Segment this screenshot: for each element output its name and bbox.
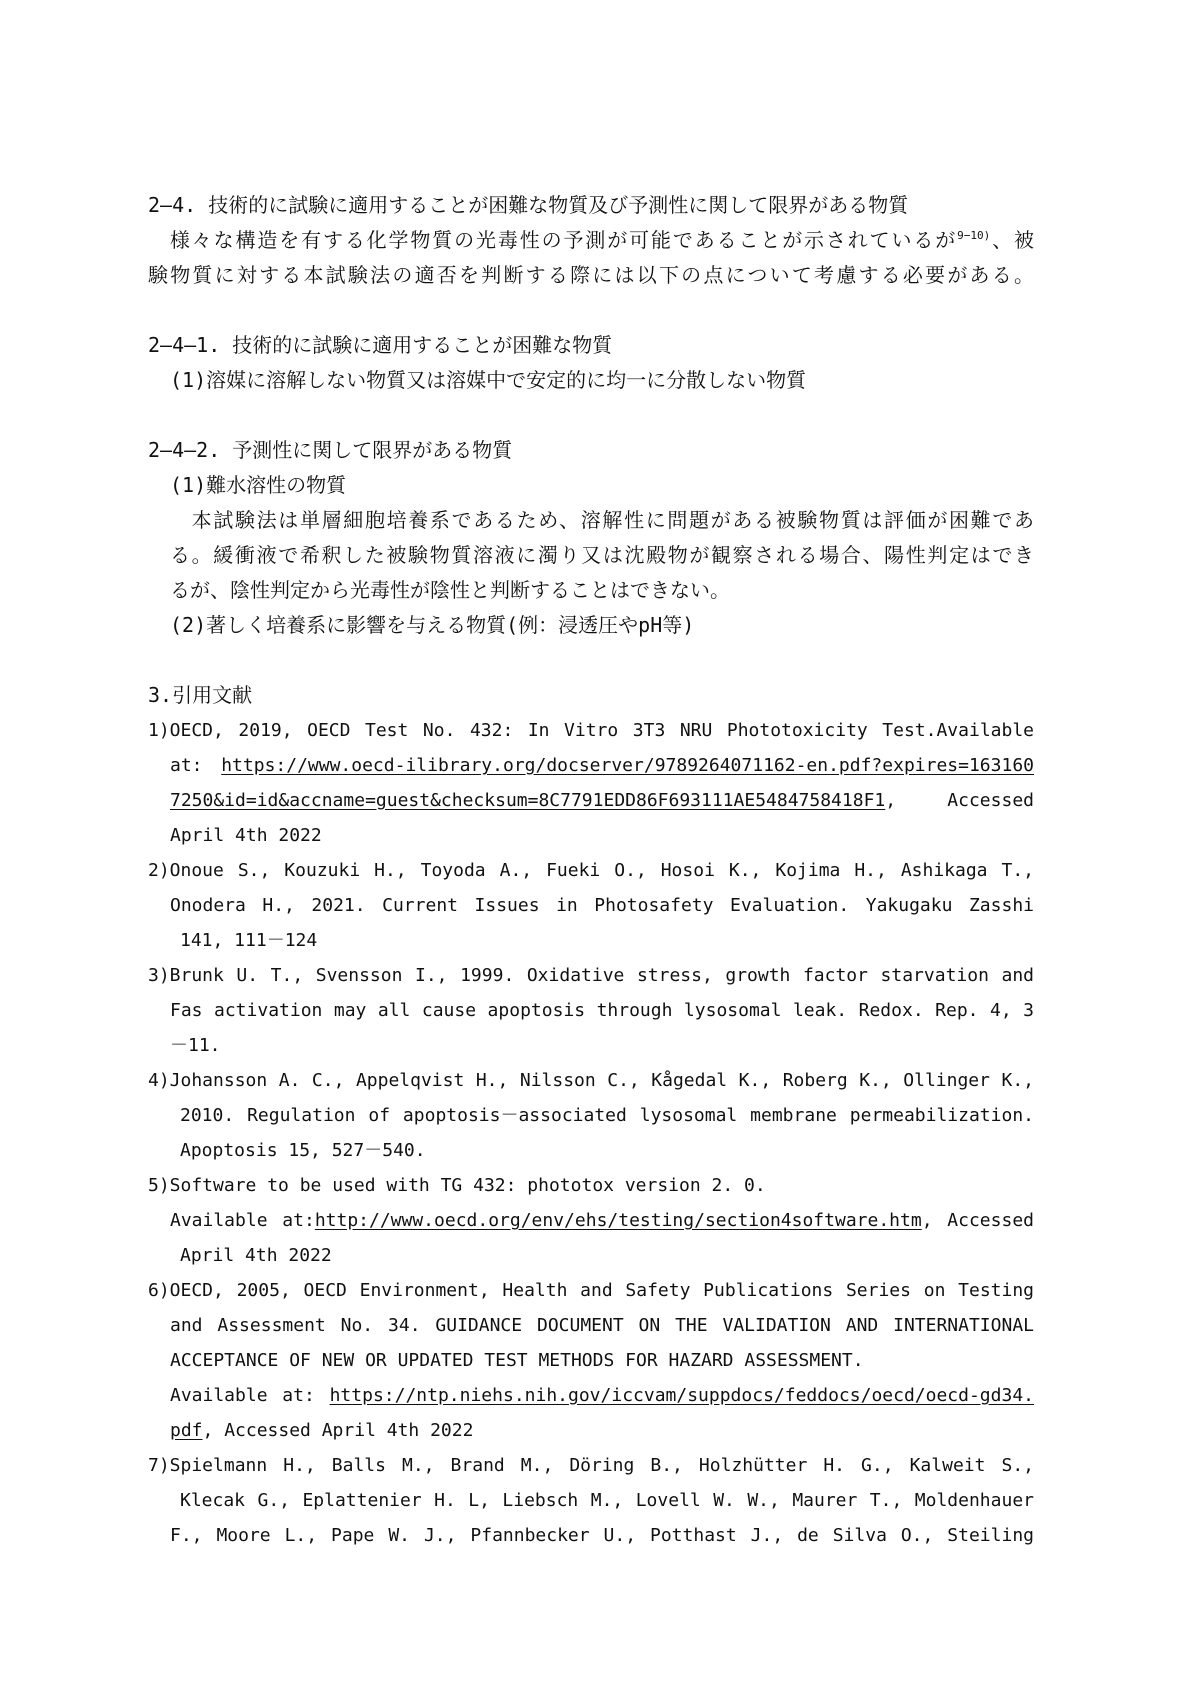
text-segment: 様々な構造を有する化学物質の光毒性の予測が可能であることが示されているが <box>148 228 958 252</box>
reference-link[interactable]: http://www.oecd.org/env/ehs/testing/section4software.htm <box>314 1210 922 1231</box>
text-segment: Apoptosis 15, 527－540. <box>180 1140 426 1161</box>
reference-line <box>180 1133 1034 1168</box>
reference-line <box>180 1098 1034 1133</box>
reference-line <box>148 1448 1034 1483</box>
reference-item <box>148 958 1034 1063</box>
reference-line <box>148 853 1034 888</box>
text-segment: , Accessed April 4th 2022 <box>202 1420 474 1441</box>
text-segment: 7)Spielmann H., Balls M., Brand M., Döring B., Holzhütter H. G., Kalweit S., <box>148 1455 1034 1476</box>
reference-line <box>170 1413 1034 1448</box>
section-line <box>148 223 1034 258</box>
text-segment: 2)Onoue S., Kouzuki H., Toyoda A., Fueki O., Hosoi K., Kojima H., Ashikaga T., <box>148 860 1034 881</box>
reference-item <box>148 1448 1034 1553</box>
reference-line <box>170 1343 1034 1378</box>
text-segment: －11. <box>170 1035 221 1056</box>
section-line <box>170 363 1034 398</box>
reference-list <box>148 713 1034 1553</box>
text-segment: Fas activation may all cause apoptosis through lysosomal leak. Redox. Rep. 4, 3 <box>170 1000 1034 1021</box>
text-segment: F., Moore L., Pape W. J., Pfannbecker U., Potthast J., de Silva O., Steiling <box>170 1525 1034 1546</box>
text-segment: 本試験法は単層細胞培養系であるため、溶解性に問題がある被験物質は評価が困難であ <box>170 508 1034 532</box>
text-segment: 、被 <box>990 228 1034 252</box>
text-segment: (1)溶媒に溶解しない物質又は溶媒中で安定的に均一に分散しない物質 <box>170 368 807 392</box>
reference-link[interactable]: 7250&id=id&accname=guest&checksum=8C7791EDD86F693111AE5484758418F1 <box>170 790 886 811</box>
section-line <box>170 468 1034 503</box>
reference-item <box>148 1273 1034 1448</box>
text-segment: 験物質に対する本試験法の適否を判断する際には以下の点について考慮する必要がある。 <box>148 263 1034 287</box>
reference-line <box>170 993 1034 1028</box>
text-segment: (2)著しく培養系に影響を与える物質(例：浸透圧やpH等) <box>170 613 695 637</box>
section-2-4-1 <box>148 328 1034 398</box>
text-segment: Available at: <box>170 1385 330 1406</box>
reference-line <box>148 1063 1034 1098</box>
reference-line <box>148 713 1034 748</box>
text-segment: April 4th 2022 <box>170 825 322 846</box>
section-line <box>148 258 1034 293</box>
reference-line <box>170 1028 1034 1063</box>
reference-line <box>170 748 1034 783</box>
text-segment: 1)OECD, 2019, OECD Test No. 432: In Vitro 3T3 NRU Phototoxicity Test.Available <box>148 720 1034 741</box>
text-segment: (1)難水溶性の物質 <box>170 473 347 497</box>
section-line <box>170 608 1034 643</box>
reference-link[interactable]: https://ntp.niehs.nih.gov/iccvam/suppdocs/feddocs/oecd/oecd-gd34. <box>329 1385 1034 1406</box>
reference-line <box>170 888 1034 923</box>
text-segment: るが、陰性判定から光毒性が陰性と判断することはできない。 <box>170 578 730 602</box>
section-line-heading <box>148 433 1034 468</box>
text-segment: 3)Brunk U. T., Svensson I., 1999. Oxidative stress, growth factor starvation and <box>148 965 1034 986</box>
text-segment: 2—4—1. 技術的に試験に適用することが困難な物質 <box>148 333 613 357</box>
reference-link[interactable]: pdf <box>170 1420 203 1441</box>
section-2-4 <box>148 188 1034 293</box>
section-line-heading <box>148 188 1034 223</box>
section-line-heading <box>148 328 1034 363</box>
reference-line <box>170 783 1034 818</box>
reference-item <box>148 1168 1034 1273</box>
references-section <box>148 678 1034 1553</box>
document-page <box>148 188 1034 1588</box>
reference-line <box>180 1483 1034 1518</box>
citation-superscript: 9−10) <box>957 229 991 242</box>
text-segment: ACCEPTANCE OF NEW OR UPDATED TEST METHODS FOR HAZARD ASSESSMENT. <box>170 1350 864 1371</box>
text-segment: 5)Software to be used with TG 432: phototox version 2. 0. <box>148 1175 766 1196</box>
text-segment: Available at: <box>170 1210 315 1231</box>
text-segment: 6)OECD, 2005, OECD Environment, Health and Safety Publications Series on Testing <box>148 1280 1034 1301</box>
section-line <box>170 573 1034 608</box>
reference-item <box>148 1063 1034 1168</box>
text-segment: 141, 111－124 <box>180 930 318 951</box>
section-line <box>170 503 1034 538</box>
text-segment: 4)Johansson A. C., Appelqvist H., Nilsson C., Kågedal K., Roberg K., Ollinger K., <box>148 1070 1034 1091</box>
text-segment: る。緩衝液で希釈した被験物質溶液に濁り又は沈殿物が観察される場合、陽性判定はでき <box>170 543 1034 567</box>
section-line <box>170 538 1034 573</box>
reference-line <box>180 923 1034 958</box>
text-segment: Onodera H., 2021. Current Issues in Photosafety Evaluation. Yakugaku Zasshi <box>170 895 1034 916</box>
text-segment: at: <box>170 755 222 776</box>
references-title: 3.引用文献 <box>148 683 253 707</box>
reference-item <box>148 713 1034 853</box>
reference-line <box>170 1378 1034 1413</box>
text-segment: April 4th 2022 <box>180 1245 332 1266</box>
text-segment: 2—4—2. 予測性に関して限界がある物質 <box>148 438 513 462</box>
section-2-4-2 <box>148 433 1034 643</box>
text-segment: 2010. Regulation of apoptosis－associated lysosomal membrane permeabilization. <box>180 1105 1034 1126</box>
reference-line <box>170 1203 1034 1238</box>
text-segment: and Assessment No. 34. GUIDANCE DOCUMENT ON THE VALIDATION AND INTERNATIONAL <box>170 1315 1034 1336</box>
reference-line <box>148 1273 1034 1308</box>
reference-line <box>180 1238 1034 1273</box>
text-segment: 2—4. 技術的に試験に適用することが困難な物質及び予測性に関して限界がある物質 <box>148 193 909 217</box>
reference-link[interactable]: https://www.oecd-ilibrary.org/docserver/9789264071162-en.pdf?expires=163160 <box>221 755 1034 776</box>
reference-line <box>148 1168 1034 1203</box>
text-segment: Klecak G., Eplattenier H. L, Liebsch M., Lovell W. W., Maurer T., Moldenhauer <box>180 1490 1034 1511</box>
reference-line <box>170 1518 1034 1553</box>
reference-item <box>148 853 1034 958</box>
reference-line <box>148 958 1034 993</box>
reference-line <box>170 1308 1034 1343</box>
reference-line <box>170 818 1034 853</box>
text-segment: , Accessed <box>885 790 1034 811</box>
text-segment: , Accessed <box>921 1210 1034 1231</box>
